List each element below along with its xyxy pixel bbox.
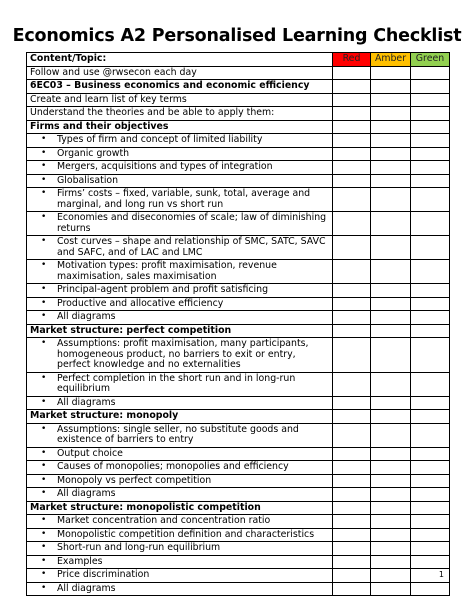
red-rating-cell[interactable] <box>333 161 371 175</box>
topic-text: All diagrams <box>57 396 116 408</box>
red-rating-cell[interactable] <box>333 174 371 188</box>
red-rating-cell[interactable] <box>333 555 371 569</box>
checklist-row <box>27 447 450 461</box>
bullet-icon: • <box>41 555 47 566</box>
topic-cell <box>27 528 333 542</box>
topic-cell <box>27 410 333 424</box>
green-rating-cell[interactable] <box>411 582 450 596</box>
topic-cell <box>27 107 333 121</box>
amber-rating-cell[interactable] <box>371 461 411 475</box>
green-rating-cell[interactable] <box>411 80 450 94</box>
amber-rating-cell[interactable] <box>371 423 411 447</box>
topic-cell <box>27 474 333 488</box>
topic-cell <box>27 396 333 410</box>
topic-cell <box>27 297 333 311</box>
topic-cell <box>27 212 333 236</box>
topic-text: Create and learn list of key terms <box>30 93 187 105</box>
checklist-row <box>27 488 450 502</box>
topic-text: Firms and their objectives <box>30 120 169 132</box>
amber-rating-cell[interactable] <box>371 501 411 515</box>
bullet-icon: • <box>41 488 47 498</box>
amber-rating-cell[interactable] <box>371 297 411 311</box>
topic-text: Market concentration and concentration ratio <box>57 515 271 526</box>
topic-cell <box>27 236 333 260</box>
green-rating-cell[interactable] <box>411 396 450 410</box>
checklist-row <box>27 161 450 175</box>
topic-text: All diagrams <box>57 311 116 322</box>
checklist-row <box>27 188 450 212</box>
checklist-row <box>27 372 450 396</box>
red-rating-cell[interactable] <box>333 311 371 325</box>
topic-cell <box>27 555 333 569</box>
bullet-icon: • <box>41 542 47 552</box>
checklist-row <box>27 174 450 188</box>
green-rating-cell[interactable] <box>411 174 450 188</box>
amber-rating-cell[interactable] <box>371 324 411 338</box>
amber-rating-cell[interactable] <box>371 410 411 424</box>
topic-text: Market structure: monopoly <box>30 410 179 421</box>
header-green: Green <box>411 53 450 67</box>
amber-rating-cell[interactable] <box>371 447 411 461</box>
topic-cell <box>27 501 333 515</box>
amber-rating-cell[interactable] <box>371 66 411 80</box>
red-rating-cell[interactable] <box>333 297 371 311</box>
topic-text: Monopolistic competition definition and characteristics <box>57 528 315 540</box>
checklist-row <box>27 569 450 583</box>
topic-text: Perfect completion in the short run and in long-run equilibrium <box>57 372 296 394</box>
amber-rating-cell[interactable] <box>371 582 411 596</box>
amber-rating-cell[interactable] <box>371 396 411 410</box>
section-heading-row <box>27 501 450 515</box>
amber-rating-cell[interactable] <box>371 474 411 488</box>
amber-rating-cell[interactable] <box>371 120 411 134</box>
topic-text: Short-run and long-run equilibrium <box>57 542 221 553</box>
topic-text: Firms’ costs – fixed, variable, sunk, total, average and marginal, and long run vs short run <box>57 188 311 210</box>
red-rating-cell[interactable] <box>333 338 371 373</box>
red-rating-cell[interactable] <box>333 474 371 488</box>
amber-rating-cell[interactable] <box>371 488 411 502</box>
topic-cell <box>27 423 333 447</box>
red-rating-cell[interactable] <box>333 447 371 461</box>
topic-cell <box>27 311 333 325</box>
bullet-icon: • <box>41 174 47 185</box>
topic-text: Price discrimination <box>57 569 150 580</box>
amber-rating-cell[interactable] <box>371 528 411 542</box>
topic-cell <box>27 338 333 373</box>
green-rating-cell[interactable] <box>411 555 450 569</box>
amber-rating-cell[interactable] <box>371 284 411 298</box>
red-rating-cell[interactable] <box>333 212 371 236</box>
green-rating-cell[interactable] <box>411 107 450 121</box>
green-rating-cell[interactable] <box>411 134 450 148</box>
green-rating-cell[interactable] <box>411 474 450 488</box>
red-rating-cell[interactable] <box>333 324 371 338</box>
topic-text: Assumptions: single seller, no substitute goods and existence of barriers to entry <box>57 423 299 445</box>
red-rating-cell[interactable] <box>333 410 371 424</box>
checklist-row <box>27 66 450 80</box>
section-heading-row <box>27 324 450 338</box>
red-rating-cell[interactable] <box>333 528 371 542</box>
amber-rating-cell[interactable] <box>371 515 411 529</box>
bullet-icon: • <box>41 447 47 458</box>
header-amber: Amber <box>371 53 411 67</box>
checklist-row <box>27 134 450 148</box>
topic-text: Causes of monopolies; monopolies and efficiency <box>57 461 289 472</box>
green-rating-cell[interactable] <box>411 161 450 175</box>
topic-cell <box>27 93 333 107</box>
topic-cell <box>27 569 333 583</box>
red-rating-cell[interactable] <box>333 134 371 148</box>
amber-rating-cell[interactable] <box>371 147 411 161</box>
topic-text: Mergers, acquisitions and types of integration <box>57 161 273 172</box>
bullet-icon: • <box>41 284 47 294</box>
green-rating-cell[interactable] <box>411 260 450 284</box>
topic-cell <box>27 174 333 188</box>
bullet-icon: • <box>41 582 47 593</box>
amber-rating-cell[interactable] <box>371 236 411 260</box>
bullet-icon: • <box>41 297 47 308</box>
topic-text: Principal-agent problem and profit satisficing <box>57 284 269 295</box>
learning-checklist-table <box>26 52 450 596</box>
bullet-icon: • <box>41 212 47 222</box>
topic-text: All diagrams <box>57 582 116 594</box>
red-rating-cell[interactable] <box>333 515 371 529</box>
topic-text: All diagrams <box>57 488 116 499</box>
red-rating-cell[interactable] <box>333 423 371 447</box>
section-heading-row <box>27 80 450 94</box>
red-rating-cell[interactable] <box>333 284 371 298</box>
red-rating-cell[interactable] <box>333 501 371 515</box>
checklist-row <box>27 311 450 325</box>
checklist-row <box>27 542 450 556</box>
topic-cell <box>27 447 333 461</box>
topic-text: Understand the theories and be able to apply them: <box>30 107 275 118</box>
amber-rating-cell[interactable] <box>371 569 411 583</box>
green-rating-cell[interactable] <box>411 501 450 515</box>
topic-text: Economies and diseconomies of scale; law of diminishing returns <box>57 212 327 234</box>
amber-rating-cell[interactable] <box>371 372 411 396</box>
amber-rating-cell[interactable] <box>371 134 411 148</box>
topic-cell <box>27 488 333 502</box>
section-heading-row <box>27 120 450 134</box>
checklist-row <box>27 515 450 529</box>
checklist-row <box>27 284 450 298</box>
green-rating-cell[interactable] <box>411 410 450 424</box>
checklist-row <box>27 93 450 107</box>
topic-cell <box>27 542 333 556</box>
bullet-icon: • <box>41 161 47 171</box>
topic-text: Motivation types: profit maximisation, revenue maximisation, sales maximisation <box>57 260 277 282</box>
bullet-icon: • <box>41 236 47 246</box>
checklist-row <box>27 474 450 488</box>
red-rating-cell[interactable] <box>333 120 371 134</box>
green-rating-cell[interactable] <box>411 447 450 461</box>
green-rating-cell[interactable] <box>411 488 450 502</box>
checklist-row <box>27 461 450 475</box>
red-rating-cell[interactable] <box>333 461 371 475</box>
topic-text: Assumptions: profit maximisation, many participants, homogeneous product, no barriers to exit or entry, perfect knowledge and no externalities <box>57 338 309 370</box>
topic-cell <box>27 324 333 338</box>
amber-rating-cell[interactable] <box>371 80 411 94</box>
bullet-icon: • <box>41 423 47 434</box>
bullet-icon: • <box>41 188 47 198</box>
bullet-icon: • <box>41 396 47 407</box>
bullet-icon: • <box>41 461 47 471</box>
header-red: Red <box>333 53 371 67</box>
green-rating-cell[interactable] <box>411 120 450 134</box>
header-row <box>27 53 450 67</box>
amber-rating-cell[interactable] <box>371 161 411 175</box>
page-title: Economics A2 Personalised Learning Checklist <box>12 26 462 46</box>
topic-cell <box>27 147 333 161</box>
green-rating-cell[interactable] <box>411 66 450 80</box>
green-rating-cell[interactable] <box>411 236 450 260</box>
amber-rating-cell[interactable] <box>371 542 411 556</box>
green-rating-cell[interactable] <box>411 297 450 311</box>
bullet-icon: • <box>41 338 47 348</box>
green-rating-cell[interactable] <box>411 93 450 107</box>
green-rating-cell[interactable] <box>411 284 450 298</box>
green-rating-cell[interactable] <box>411 311 450 325</box>
topic-cell <box>27 461 333 475</box>
green-rating-cell[interactable] <box>411 147 450 161</box>
topic-text: Market structure: monopolistic competition <box>30 501 261 513</box>
topic-cell <box>27 134 333 148</box>
amber-rating-cell[interactable] <box>371 338 411 373</box>
green-rating-cell[interactable] <box>411 188 450 212</box>
amber-rating-cell[interactable] <box>371 107 411 121</box>
checklist-row <box>27 147 450 161</box>
checklist-row <box>27 107 450 121</box>
checklist-row <box>27 396 450 410</box>
bullet-icon: • <box>41 147 47 158</box>
topic-text: Monopoly vs perfect competition <box>57 474 212 486</box>
checklist-row <box>27 260 450 284</box>
checklist-row <box>27 236 450 260</box>
topic-cell <box>27 188 333 212</box>
checklist-row <box>27 555 450 569</box>
topic-text: Follow and use @rwsecon each day <box>30 66 197 78</box>
green-rating-cell[interactable] <box>411 338 450 373</box>
amber-rating-cell[interactable] <box>371 188 411 212</box>
amber-rating-cell[interactable] <box>371 260 411 284</box>
red-rating-cell[interactable] <box>333 107 371 121</box>
section-heading-row <box>27 410 450 424</box>
green-rating-cell[interactable] <box>411 515 450 529</box>
topic-text: Productive and allocative efficiency <box>57 297 224 309</box>
bullet-icon: • <box>41 372 47 383</box>
checklist-row <box>27 528 450 542</box>
topic-text: Globalisation <box>57 174 119 186</box>
red-rating-cell[interactable] <box>333 488 371 502</box>
amber-rating-cell[interactable] <box>371 174 411 188</box>
bullet-icon: • <box>41 260 47 270</box>
amber-rating-cell[interactable] <box>371 212 411 236</box>
checklist-row <box>27 338 450 373</box>
topic-text: Types of firm and concept of limited liability <box>57 134 263 145</box>
red-rating-cell[interactable] <box>333 372 371 396</box>
red-rating-cell[interactable] <box>333 236 371 260</box>
topic-text: Market structure: perfect competition <box>30 324 232 336</box>
red-rating-cell[interactable] <box>333 66 371 80</box>
red-rating-cell[interactable] <box>333 396 371 410</box>
topic-cell <box>27 80 333 94</box>
green-rating-cell[interactable] <box>411 212 450 236</box>
green-rating-cell[interactable] <box>411 528 450 542</box>
topic-cell <box>27 582 333 596</box>
bullet-icon: • <box>41 515 47 525</box>
topic-text: Organic growth <box>57 147 130 159</box>
bullet-icon: • <box>41 569 47 579</box>
topic-text: Output choice <box>57 447 123 459</box>
checklist-row <box>27 297 450 311</box>
topic-cell <box>27 372 333 396</box>
red-rating-cell[interactable] <box>333 147 371 161</box>
bullet-icon: • <box>41 474 47 485</box>
topic-cell <box>27 260 333 284</box>
topic-cell <box>27 515 333 529</box>
bullet-icon: • <box>41 528 47 539</box>
checklist-row <box>27 212 450 236</box>
green-rating-cell[interactable] <box>411 324 450 338</box>
red-rating-cell[interactable] <box>333 260 371 284</box>
green-rating-cell[interactable] <box>411 542 450 556</box>
checklist-row <box>27 582 450 596</box>
red-rating-cell[interactable] <box>333 582 371 596</box>
red-rating-cell[interactable] <box>333 188 371 212</box>
header-topic: Content/Topic: <box>27 53 333 67</box>
red-rating-cell[interactable] <box>333 93 371 107</box>
topic-text: Examples <box>57 555 103 567</box>
red-rating-cell[interactable] <box>333 80 371 94</box>
topic-text: Cost curves – shape and relationship of SMC, SATC, SAVC and SAFC, and of LAC and LMC <box>57 236 326 258</box>
page-number: 1 <box>438 570 444 579</box>
topic-cell <box>27 161 333 175</box>
red-rating-cell[interactable] <box>333 569 371 583</box>
amber-rating-cell[interactable] <box>371 311 411 325</box>
green-rating-cell[interactable] <box>411 372 450 396</box>
bullet-icon: • <box>41 134 47 144</box>
topic-cell <box>27 120 333 134</box>
topic-cell <box>27 284 333 298</box>
red-rating-cell[interactable] <box>333 542 371 556</box>
topic-cell <box>27 66 333 80</box>
checklist-row <box>27 423 450 447</box>
amber-rating-cell[interactable] <box>371 93 411 107</box>
amber-rating-cell[interactable] <box>371 555 411 569</box>
green-rating-cell[interactable] <box>411 423 450 447</box>
topic-text: 6EC03 – Business economics and economic efficiency <box>30 80 310 91</box>
green-rating-cell[interactable] <box>411 461 450 475</box>
bullet-icon: • <box>41 311 47 321</box>
